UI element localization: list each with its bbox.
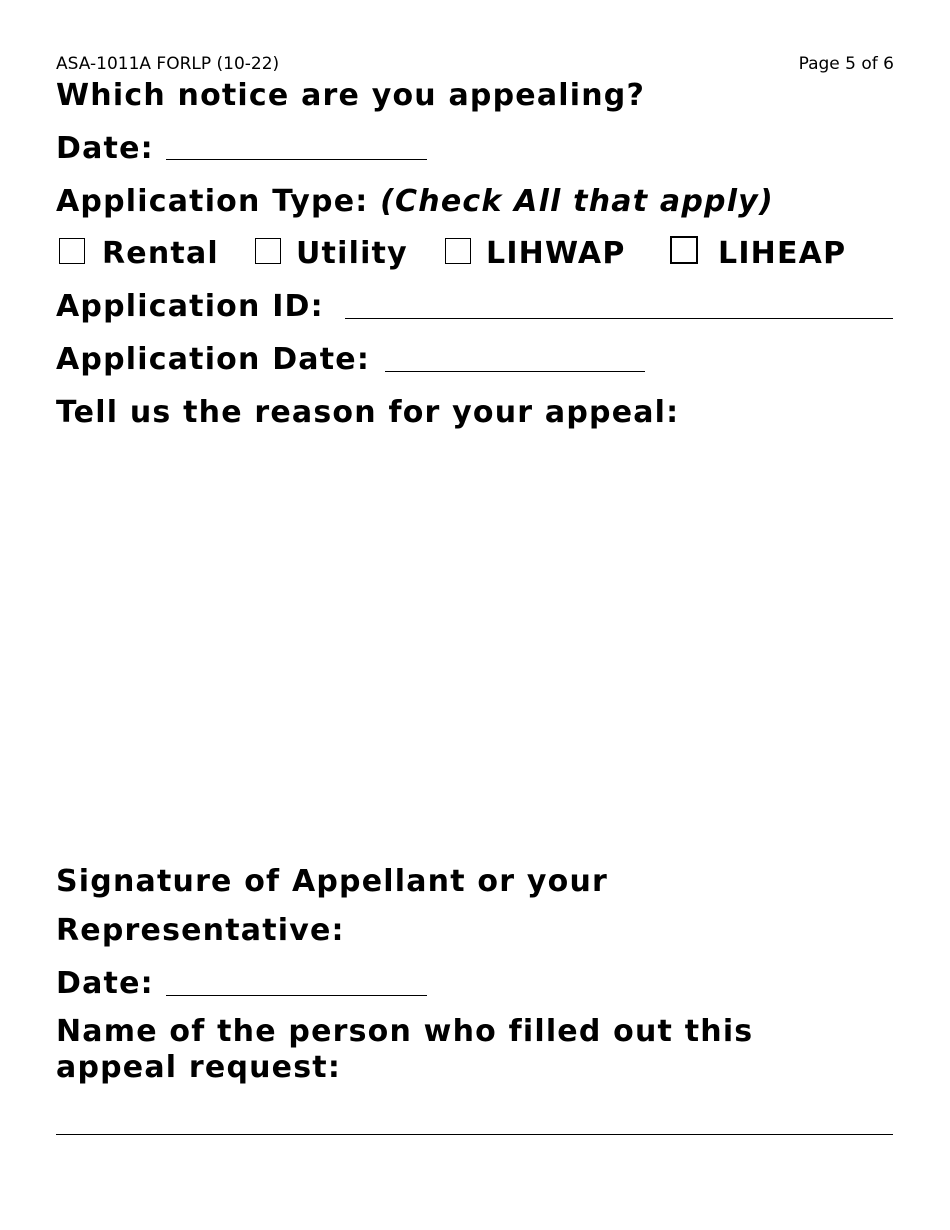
lihwap-checkbox-label: LIHWAP	[486, 236, 626, 271]
application-type-label	[56, 184, 774, 220]
notice-question: Which notice are you appealing?	[56, 78, 646, 113]
rental-checkbox-label: Rental	[102, 236, 219, 271]
liheap-checkbox[interactable]	[670, 236, 698, 264]
application-id-field[interactable]	[345, 318, 893, 319]
page-number: Page 5 of 6	[798, 54, 894, 74]
signature-date-label: Date:	[56, 966, 154, 1001]
lihwap-checkbox[interactable]	[445, 238, 471, 264]
application-date-field[interactable]	[385, 371, 645, 372]
notice-date-label: Date:	[56, 131, 154, 166]
reason-label: Tell us the reason for your appeal:	[56, 395, 680, 430]
signature-date-field[interactable]	[166, 995, 427, 996]
filled-by-field[interactable]	[56, 1134, 893, 1135]
rental-checkbox[interactable]	[59, 238, 85, 264]
signature-label-line2: Representative:	[56, 913, 345, 948]
notice-date-field[interactable]	[166, 159, 427, 160]
filled-by-label-line1: Name of the person who filled out this	[56, 1014, 754, 1049]
signature-label-line1: Signature of Appellant or your	[56, 864, 608, 899]
form-id: ASA-1011A FORLP (10-22)	[56, 54, 280, 74]
utility-checkbox[interactable]	[255, 238, 281, 264]
filled-by-label-line2: appeal request:	[56, 1050, 342, 1085]
application-date-label: Application Date:	[56, 342, 371, 377]
utility-checkbox-label: Utility	[296, 236, 408, 271]
application-type-label-text: Application Type:	[56, 184, 369, 219]
application-id-label: Application ID:	[56, 289, 324, 324]
reason-field[interactable]	[56, 440, 894, 850]
liheap-checkbox-label: LIHEAP	[718, 236, 847, 271]
application-type-hint: (Check All that apply)	[380, 184, 774, 219]
